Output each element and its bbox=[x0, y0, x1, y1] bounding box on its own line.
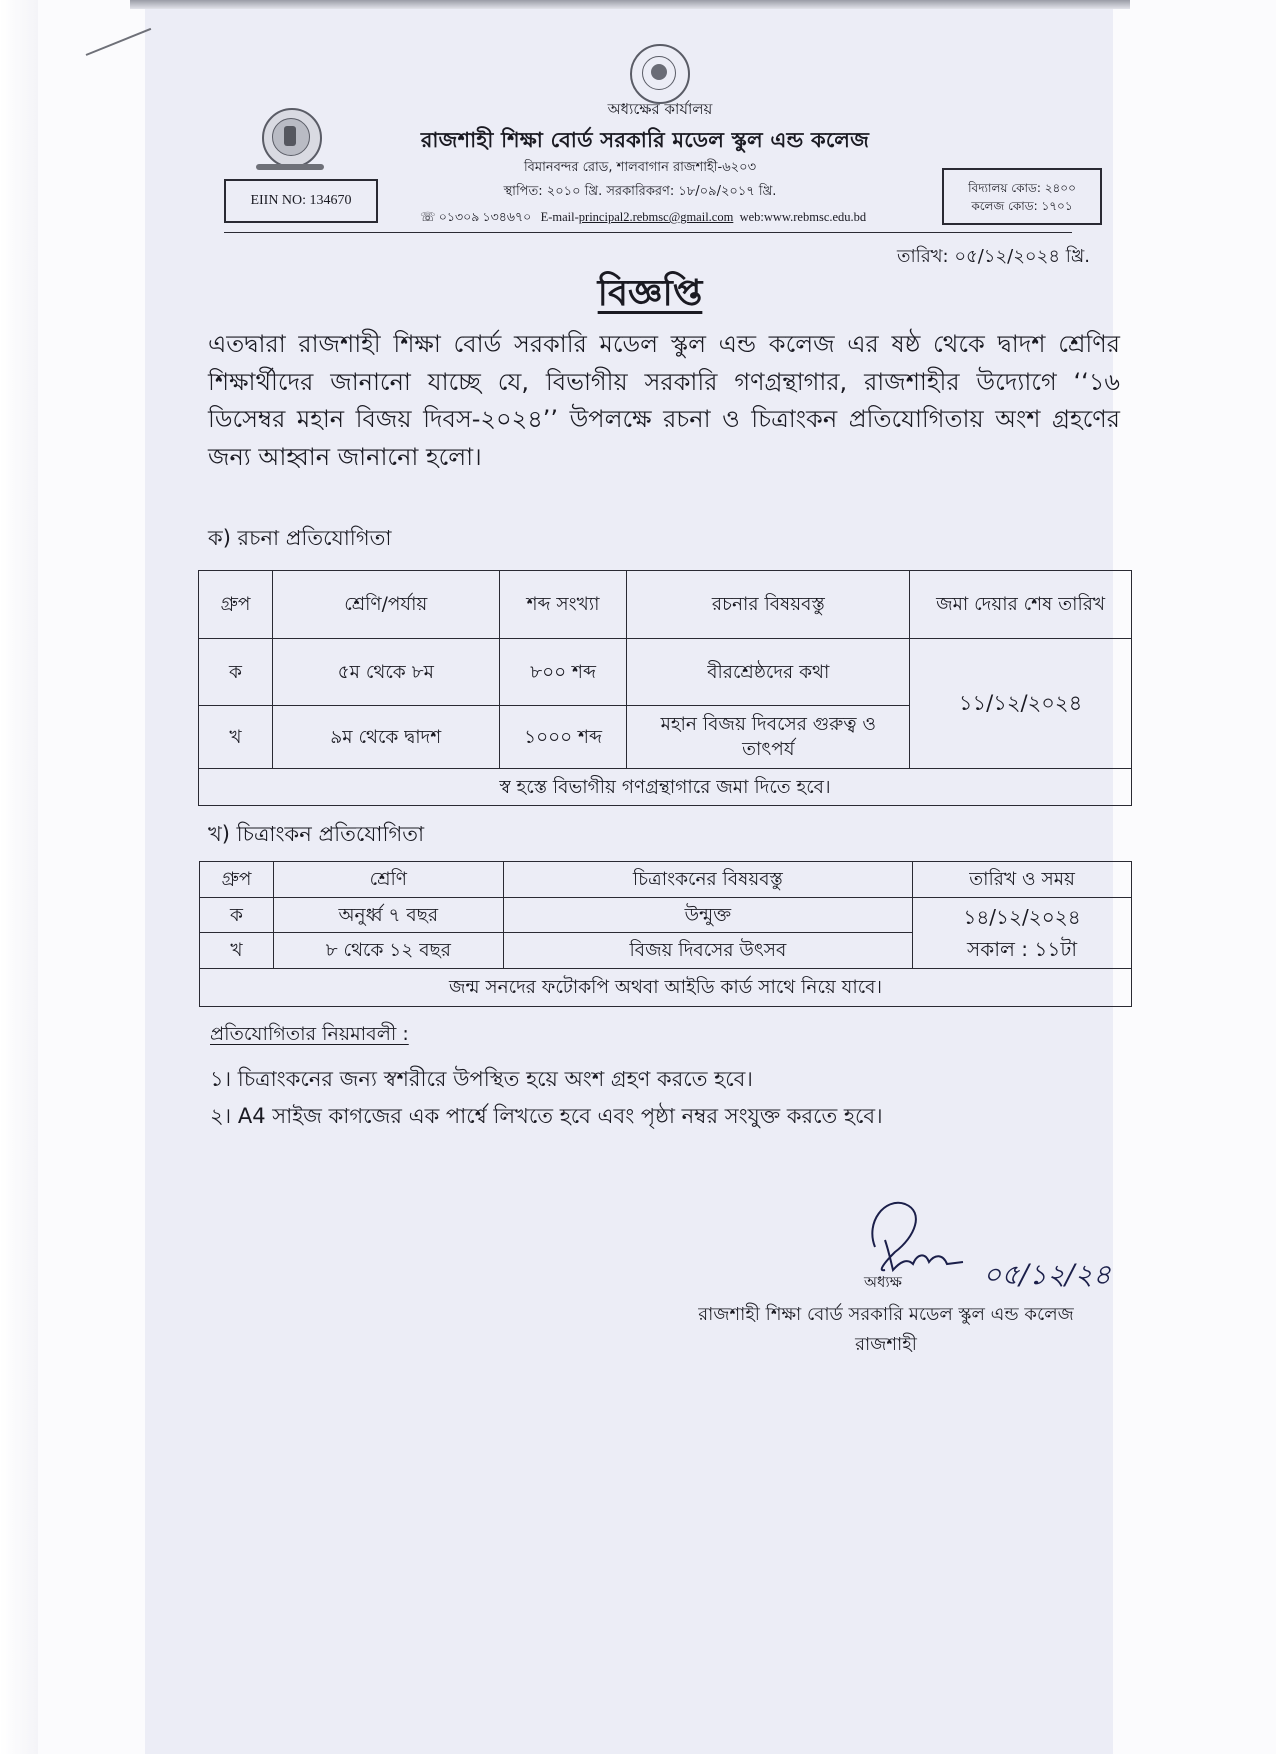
table-footer-row bbox=[200, 969, 1132, 1007]
essay-table bbox=[198, 570, 1132, 806]
table-header-row bbox=[199, 571, 1132, 639]
topic-cell: বীরশ্রেষ্ঠদের কথা bbox=[627, 639, 910, 706]
signatory-role: অধ্যক্ষ bbox=[864, 1273, 902, 1291]
notice-body: এতদ্বারা রাজশাহী শিক্ষা বোর্ড সরকারি মডেল স্কুল এন্ড কলেজ এর ষষ্ঠ থেকে দ্বাদশ শ্রেণির শিক্ষার্থীদের জানানো যাচ্ছে যে, বিভাগীয় সরকারি গণগ্রন্থাগার, রাজশাহীর উদ্যোগে ‘‘১৬ ডিসেম্বর মহান বিজয় দিবস-২০২৪’’ উপলক্ষে রচনা ও চিত্রাংকন প্রতিযোগিতায় অংশ গ্রহণের জন্য আহ্বান জানানো হলো। bbox=[208, 330, 1120, 471]
header-cell: শব্দ সংখ্যা bbox=[499, 571, 627, 639]
words-cell: ৮০০ শব্দ bbox=[499, 639, 627, 706]
signatory-institution: রাজশাহী শিক্ষা বোর্ড সরকারি মডেল স্কুল এন্ড কলেজ bbox=[698, 1304, 1074, 1325]
header-cell: চিত্রাংকনের বিষয়বস্তু bbox=[503, 862, 912, 898]
table-note: স্ব হস্তে বিভাগীয় গণগ্রন্থাগারে জমা দিতে হবে। bbox=[199, 769, 1132, 806]
datetime-cell bbox=[913, 898, 1132, 969]
signatory-city: রাজশাহী bbox=[855, 1334, 917, 1355]
table-header-row bbox=[200, 862, 1132, 898]
topic-cell: মহান বিজয় দিবসের গুরুত্ব ও তাৎপর্য bbox=[627, 706, 910, 769]
group-cell: ক bbox=[200, 898, 274, 933]
essay-heading: ক) রচনা প্রতিযোগিতা bbox=[208, 526, 392, 550]
institution-name: রাজশাহী শিক্ষা বোর্ড সরকারি মডেল স্কুল এন্ড কলেজ bbox=[420, 128, 870, 152]
establishment-info: স্থাপিত: ২০১০ খ্রি. সরকারিকরণ: ১৮/০৯/২০১৭ খ্রি. bbox=[503, 184, 777, 199]
drawing-heading: খ) চিত্রাংকন প্রতিযোগিতা bbox=[208, 822, 425, 846]
website-link[interactable]: web:www.rebmsc.edu.bd bbox=[739, 210, 867, 224]
scan-margin bbox=[0, 0, 38, 1754]
group-cell: ক bbox=[199, 639, 273, 706]
scan-top-edge bbox=[130, 0, 1130, 9]
table-row bbox=[199, 639, 1132, 706]
header-cell: জমা দেয়ার শেষ তারিখ bbox=[910, 571, 1132, 639]
contact-line bbox=[420, 209, 920, 229]
rule-item: ২। A4 সাইজ কাগজের এক পার্শ্বে লিখতে হবে এবং পৃষ্ঠা নম্বর সংযুক্ত করতে হবে। bbox=[210, 1104, 883, 1128]
eiin-box: EIIN NO: 134670 bbox=[224, 179, 378, 223]
code-box bbox=[942, 168, 1102, 225]
signature-date: ০৫/১২/২৪ bbox=[983, 1258, 1111, 1291]
class-cell: ৯ম থেকে দ্বাদশ bbox=[272, 706, 499, 769]
table-note: জন্ম সনদের ফটোকপি অথবা আইডি কার্ড সাথে নিয়ে যাবে। bbox=[200, 969, 1132, 1007]
table-row bbox=[200, 898, 1132, 933]
topic-cell: উন্মুক্ত bbox=[503, 898, 912, 933]
table-footer-row bbox=[199, 769, 1132, 806]
notice-title: বিজ্ঞপ্তি bbox=[597, 273, 703, 314]
group-cell: খ bbox=[200, 933, 274, 969]
header-cell: তারিখ ও সময় bbox=[913, 862, 1132, 898]
email-label: E-mail- bbox=[540, 210, 579, 224]
header-cell: রচনার বিষয়বস্তু bbox=[627, 571, 910, 639]
notice-date: তারিখ: ০৫/১২/২০২৪ খ্রি. bbox=[896, 246, 1090, 267]
office-title: অধ্যক্ষের কার্যালয় bbox=[607, 100, 713, 118]
phone-number: ০১৩০৯ ১৩৪৬৭০ bbox=[438, 210, 532, 224]
header-cell: গ্রুপ bbox=[200, 862, 274, 898]
class-cell: ৮ থেকে ১২ বছর bbox=[273, 933, 503, 969]
school-code: বিদ্যালয় কোড: ২৪০০ bbox=[968, 180, 1076, 195]
institution-address: বিমানবন্দর রোড, শালবাগান রাজশাহী-৬২০৩ bbox=[523, 160, 757, 175]
drawing-table bbox=[199, 861, 1132, 1007]
header-cell: গ্রুপ bbox=[199, 571, 273, 639]
class-cell: ৫ম থেকে ৮ম bbox=[272, 639, 499, 706]
deadline-cell: ১১/১২/২০২৪ bbox=[910, 639, 1132, 769]
rules-heading: প্রতিযোগিতার নিয়মাবলী : bbox=[210, 1023, 409, 1045]
group-cell: খ bbox=[199, 706, 273, 769]
header-cell: শ্রেণি bbox=[273, 862, 503, 898]
class-cell: অনুর্ধ্ব ৭ বছর bbox=[273, 898, 503, 933]
email-link[interactable]: principal2.rebmsc@gmail.com bbox=[578, 210, 734, 224]
phone-icon: ☏ bbox=[420, 210, 436, 224]
header-cell: শ্রেণি/পর্যায় bbox=[272, 571, 499, 639]
college-code: কলেজ কোড: ১৭০১ bbox=[971, 198, 1073, 213]
words-cell: ১০০০ শব্দ bbox=[499, 706, 627, 769]
header-divider bbox=[224, 232, 1072, 233]
rule-item: ১। চিত্রাংকনের জন্য স্বশরীরে উপস্থিত হয়ে অংশ গ্রহণ করতে হবে। bbox=[210, 1067, 753, 1091]
event-date: ১৪/১২/২০২৪ bbox=[963, 905, 1081, 929]
topic-cell: বিজয় দিবসের উৎসব bbox=[503, 933, 912, 969]
event-time: সকাল : ১১টা bbox=[967, 937, 1078, 961]
